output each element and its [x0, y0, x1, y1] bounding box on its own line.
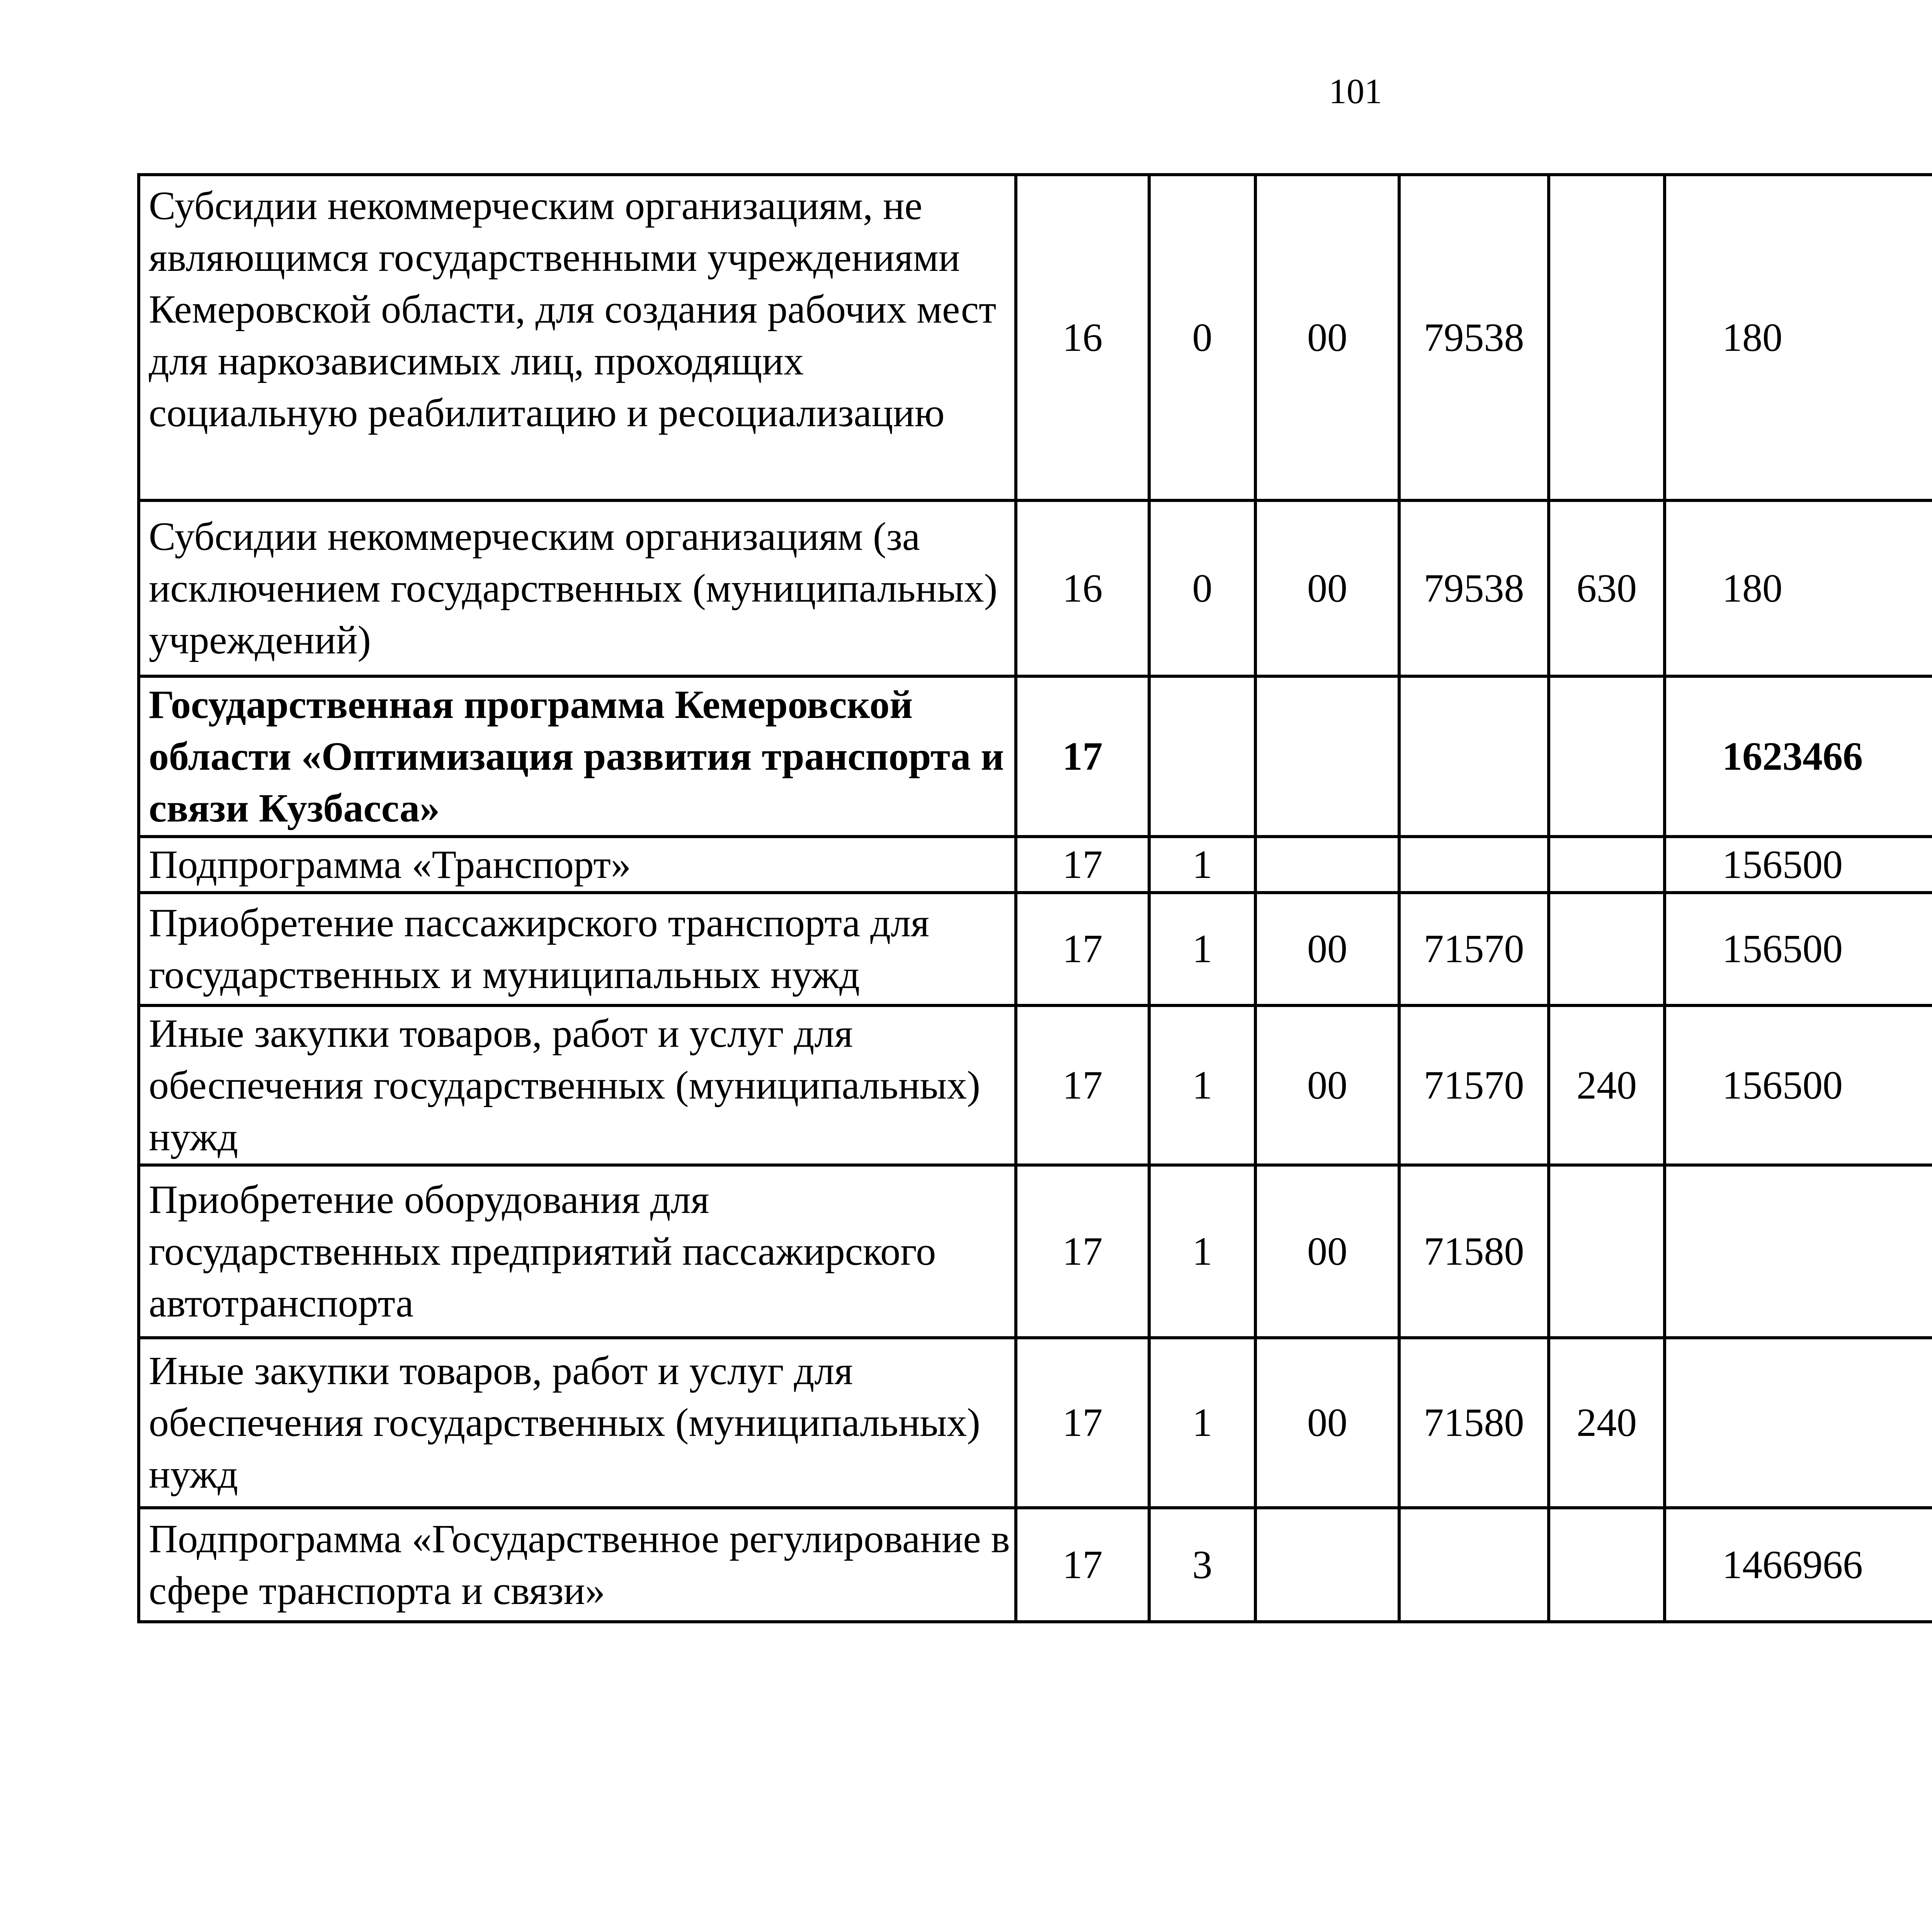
amount-year-1: 180: [1665, 175, 1932, 500]
amount-year-1: 156500: [1665, 893, 1932, 1005]
type-code: 240: [1549, 1005, 1665, 1165]
section-code: 17: [1016, 1508, 1149, 1622]
direction-code: [1255, 837, 1399, 893]
section-code: 16: [1016, 175, 1149, 500]
type-code: 240: [1549, 1338, 1665, 1508]
subprogram-code: [1149, 676, 1255, 837]
expense-code: 79538: [1399, 500, 1549, 676]
section-code: 17: [1016, 1338, 1149, 1508]
amount-year-1: 180: [1665, 500, 1932, 676]
row-description: Субсидии некоммерческим организациям, не являющимся государственными учреждениями Кемеровской области, для создания рабочих мест для наркозависимых лиц, проходящих социальную реабилитацию и ресоциализацию: [139, 175, 1016, 500]
row-description: Приобретение пассажирского транспорта для государственных и муниципальных нужд: [139, 893, 1016, 1005]
type-code: [1549, 676, 1665, 837]
subprogram-code: 0: [1149, 175, 1255, 500]
type-code: [1549, 837, 1665, 893]
row-description: Субсидии некоммерческим организациям (за исключением государственных (муниципальных) учреждений): [139, 500, 1016, 676]
section-code: 16: [1016, 500, 1149, 676]
table-row: [139, 893, 1932, 1005]
section-code: 17: [1016, 893, 1149, 1005]
subprogram-code: 1: [1149, 893, 1255, 1005]
direction-code: 00: [1255, 1005, 1399, 1165]
type-code: [1549, 893, 1665, 1005]
section-code: 17: [1016, 837, 1149, 893]
amount-year-1: [1665, 1165, 1932, 1338]
direction-code: 00: [1255, 175, 1399, 500]
section-code: 17: [1016, 1005, 1149, 1165]
table-row: [139, 837, 1932, 893]
subprogram-code: 0: [1149, 500, 1255, 676]
type-code: 630: [1549, 500, 1665, 676]
subprogram-code: 1: [1149, 1165, 1255, 1338]
direction-code: [1255, 676, 1399, 837]
row-description: Иные закупки товаров, работ и услуг для обеспечения государственных (муниципальных) нужд: [139, 1005, 1016, 1165]
row-description: Государственная программа Кемеровской области «Оптимизация развития транспорта и связи Кузбасса»: [139, 676, 1016, 837]
amount-year-1: 1623466: [1665, 676, 1932, 837]
expense-code: [1399, 837, 1549, 893]
table-row: [139, 1165, 1932, 1338]
subprogram-code: 1: [1149, 837, 1255, 893]
amount-year-1: 1466966: [1665, 1508, 1932, 1622]
expense-code: 71580: [1399, 1165, 1549, 1338]
page-number: 101: [1329, 71, 1382, 111]
expense-code: 71580: [1399, 1338, 1549, 1508]
direction-code: [1255, 1508, 1399, 1622]
table-row: [139, 1338, 1932, 1508]
row-description: Подпрограмма «Государственное регулирование в сфере транспорта и связи»: [139, 1508, 1016, 1622]
budget-table: [137, 173, 1932, 1623]
table-row: [139, 1005, 1932, 1165]
row-description: Иные закупки товаров, работ и услуг для обеспечения государственных (муниципальных) нужд: [139, 1338, 1016, 1508]
row-description: Приобретение оборудования для государственных предприятий пассажирского автотранспорта: [139, 1165, 1016, 1338]
expense-code: 79538: [1399, 175, 1549, 500]
amount-year-1: [1665, 1338, 1932, 1508]
type-code: [1549, 175, 1665, 500]
type-code: [1549, 1508, 1665, 1622]
table-row: [139, 500, 1932, 676]
type-code: [1549, 1165, 1665, 1338]
amount-year-1: 156500: [1665, 837, 1932, 893]
table-row: [139, 676, 1932, 837]
direction-code: 00: [1255, 893, 1399, 1005]
subprogram-code: 1: [1149, 1005, 1255, 1165]
expense-code: 71570: [1399, 893, 1549, 1005]
table-row: [139, 175, 1932, 500]
row-description: Подпрограмма «Транспорт»: [139, 837, 1016, 893]
expense-code: 71570: [1399, 1005, 1549, 1165]
table-row: [139, 1508, 1932, 1622]
direction-code: 00: [1255, 1338, 1399, 1508]
section-code: 17: [1016, 676, 1149, 837]
subprogram-code: 3: [1149, 1508, 1255, 1622]
direction-code: 00: [1255, 1165, 1399, 1338]
amount-year-1: 156500: [1665, 1005, 1932, 1165]
subprogram-code: 1: [1149, 1338, 1255, 1508]
direction-code: 00: [1255, 500, 1399, 676]
section-code: 17: [1016, 1165, 1149, 1338]
expense-code: [1399, 676, 1549, 837]
expense-code: [1399, 1508, 1549, 1622]
